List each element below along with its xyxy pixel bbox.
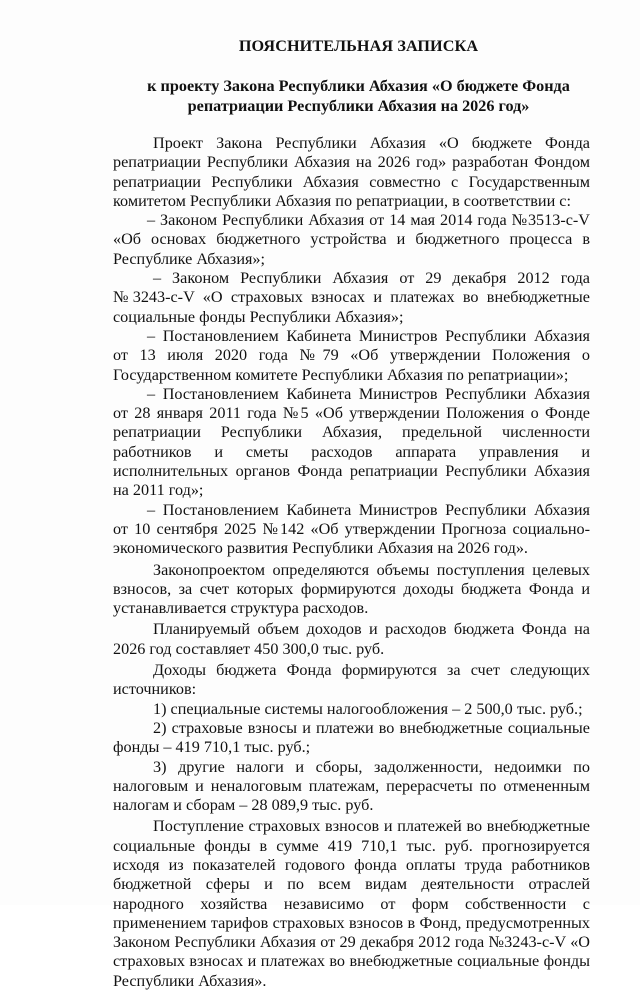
document-title: ПОЯСНИТЕЛЬНАЯ ЗАПИСКА [238, 37, 479, 55]
legal-basis-item-5: – Постановлением Кабинета Министров Республики Абхазия от 10 сентября 2025 №142 «Об утверждении Прогноза социально-экономического развития Республики Абхазия на 2026 год». [113, 500, 590, 558]
legal-basis-item-4: – Постановлением Кабинета Министров Республики Абхазия от 28 января 2011 года №5 «Об утверждении Положения о Фонде репатриации Республики Абхазия, предельной численности работников и сметы расходов аппарата управления и исполнительных органов Фонда репатриации Республики Абхазия на 2011 год»; [113, 384, 590, 500]
intro-paragraph: Проект Закона Республики Абхазия «О бюджете Фонда репатриации Республики Абхазия на 2026 год» разработан Фондом репатриации Республики Абхазия совместно с Государственным комитетом Республики Абхазия по репатриации, в соответствии с: [113, 134, 590, 210]
revenue-sources-intro: Доходы бюджета Фонда формируются за счет следующих источников: [113, 661, 590, 699]
document-subtitle [113, 77, 590, 116]
planned-volume-paragraph: Планируемый объем доходов и расходов бюджета Фонда на 2026 год составляет 450 300,0 тыс. руб. [113, 620, 590, 658]
document-body [113, 37, 590, 991]
bill-purpose-paragraph: Законопроектом определяются объемы поступления целевых взносов, за счет которых формируются доходы бюджета Фонда и устанавливается структура расходов. [113, 560, 590, 618]
legal-basis-item-2: – Законом Республики Абхазия от 29 декабря 2012 года №3243-с-V «О страховых взносах и платежах во внебюджетные социальные фонды Республики Абхазия»; [113, 269, 590, 326]
subtitle-line-2: репатриации Республики Абхазия на 2026 год» [187, 96, 530, 115]
revenue-source-1: 1) специальные системы налогообложения – 2 500,0 тыс. руб.; [153, 699, 583, 718]
insurance-contributions-paragraph: Поступление страховых взносов и платежей во внебюджетные социальные фонды в сумме 419 710,1 тыс. руб. прогнозируется исходя из показателей годового фонда оплаты труда работников бюджетной сферы и по всем видам деятельности отраслей народного хозяйства независимо от форм собственности с применением тарифов страховых взносов в Фонд, предусмотренных Законом Республики Абхазия от 29 декабря 2012 года №3243-с-V «О страховых взносах и платежах во внебюджетные социальные фонды Республики Абхазия». [113, 817, 590, 990]
legal-basis-item-1: – Законом Республики Абхазия от 14 мая 2014 года №3513-с-V «Об основах бюджетного устройства и бюджетного процесса в Республике Абхазия»; [113, 211, 590, 268]
revenue-source-2: 2) страховые взносы и платежи во внебюджетные социальные фонды – 419 710,1 тыс. руб.; [113, 718, 590, 757]
subtitle-line-1: к проекту Закона Республики Абхазия «О бюджете Фонда [147, 77, 570, 95]
revenue-source-3: 3) другие налоги и сборы, задолженности, недоимки по налоговым и неналоговым платежам, перерасчеты по отмененным налогам и сборам – 28 089,9 тыс. руб. [113, 757, 590, 815]
legal-basis-item-3: – Постановлением Кабинета Министров Республики Абхазия от 13 июля 2020 года №79 «Об утверждении Положения о Государственном комитете Республики Абхазия по репатриации»; [113, 326, 590, 384]
